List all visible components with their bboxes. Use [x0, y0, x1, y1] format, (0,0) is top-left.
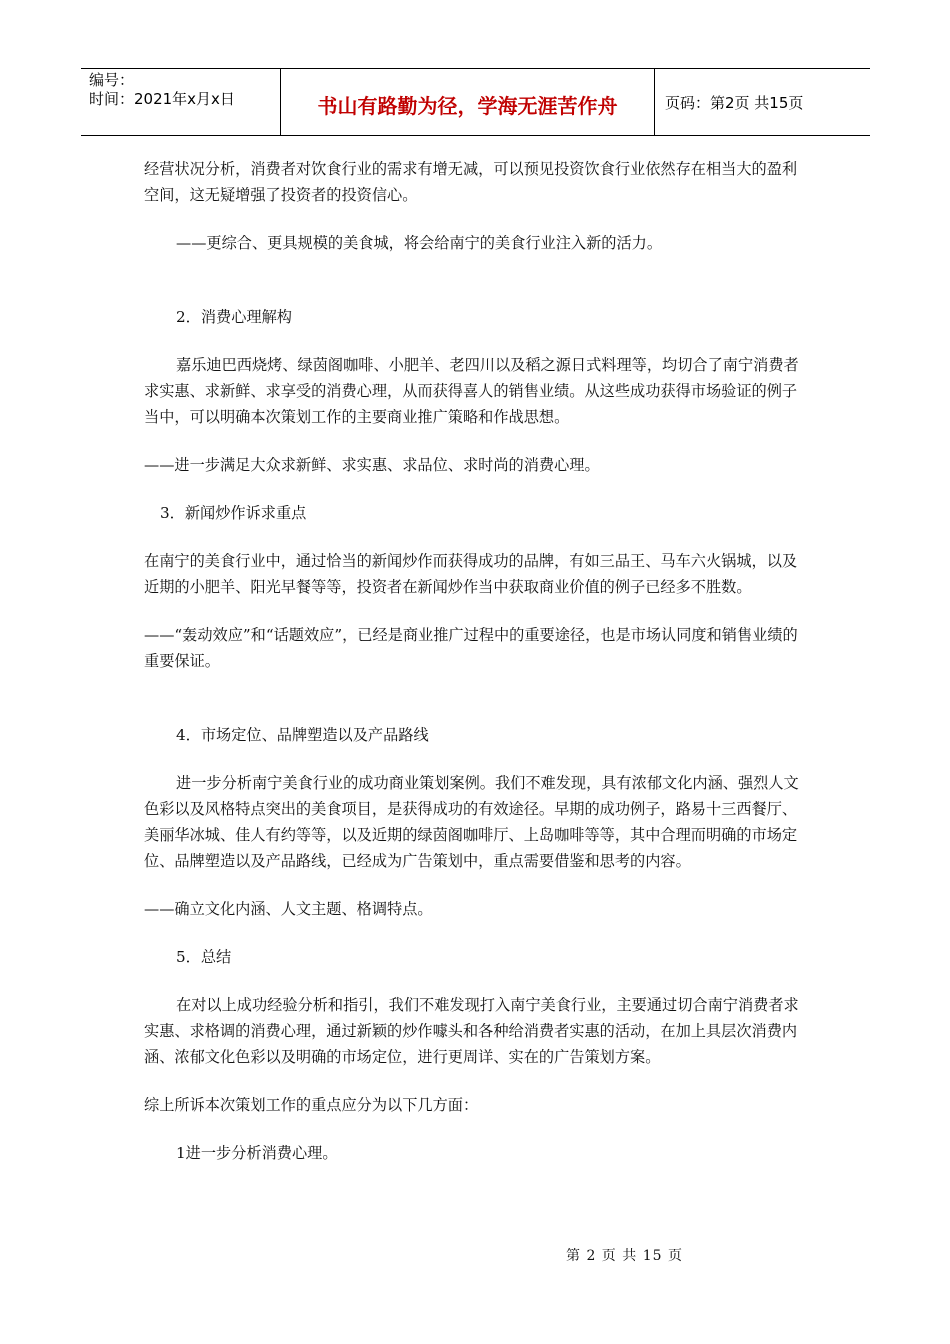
paragraph: 在南宁的美食行业中，通过恰当的新闻炒作而获得成功的品牌，有如三品王、马车六火锅城，以及近期的小肥羊、阳光早餐等等，投资者在新闻炒作当中获取商业价值的例子已经多不胜数。 [144, 552, 798, 596]
section-heading: 4．市场定位、品牌塑造以及产品路线 [176, 726, 429, 744]
section-heading: 5．总结 [176, 948, 232, 966]
paragraph: 进一步分析南宁美食行业的成功商业策划案例。我们不难发现，具有浓郁文化内涵、强烈人文色彩以及风格特点突出的美食项目，是获得成功的有效途径。早期的成功例子，路易十三西餐厅、美丽华冰城、佳人有约等等，以及近期的绿茵阁咖啡厅、上岛咖啡等等，其中合理而明确的市场定位、品牌塑造以及产品路线，已经成为广告策划中，重点需要借鉴和思考的内容。 [144, 774, 799, 870]
paragraph: ——进一步满足大众求新鲜、求实惠、求品位、求时尚的消费心理。 [144, 456, 600, 474]
paragraph: ——确立文化内涵、人文主题、格调特点。 [144, 900, 433, 918]
section-heading: 2．消费心理解构 [176, 308, 292, 326]
section-heading: 3．新闻炒作诉求重点 [160, 504, 307, 522]
header-page-number: 页码：第2页 共15页 [665, 93, 804, 112]
page-header [81, 68, 870, 136]
paragraph: ——更综合、更具规模的美食城，将会给南宁的美食行业注入新的活力。 [176, 234, 662, 252]
document-body [144, 156, 804, 1166]
list-item: 1进一步分析消费心理。 [176, 1144, 338, 1162]
paragraph: 嘉乐迪巴西烧烤、绿茵阁咖啡、小肥羊、老四川以及稻之源日式料理等，均切合了南宁消费者求实惠、求新鲜、求享受的消费心理，从而获得喜人的销售业绩。从这些成功获得市场验证的例子当中，可以明确本次策划工作的主要商业推广策略和作战思想。 [144, 356, 799, 426]
header-meta-cell [81, 69, 281, 135]
paragraph: ——“轰动效应”和“话题效应”，已经是商业推广过程中的重要途径，也是市场认同度和销售业绩的重要保证。 [144, 626, 798, 670]
header-motto: 书山有路勤为径，学海无涯苦作舟 [281, 69, 655, 135]
paragraph: 经营状况分析，消费者对饮食行业的需求有增无减，可以预见投资饮食行业依然存在相当大的盈利空间，这无疑增强了投资者的投资信心。 [144, 160, 798, 204]
document-time-label: 时间：2021年x月x日 [89, 90, 235, 108]
paragraph: 在对以上成功经验分析和指引，我们不难发现打入南宁美食行业，主要通过切合南宁消费者求实惠、求格调的消费心理，通过新颖的炒作噱头和各种给消费者实惠的活动，在加上具层次消费内涵、浓郁文化色彩以及明确的市场定位，进行更周详、实在的广告策划方案。 [144, 996, 799, 1066]
document-number-label: 编号： [89, 71, 135, 89]
page-footer: 第 2 页 共 15 页 [566, 1248, 683, 1264]
paragraph: 综上所诉本次策划工作的重点应分为以下几方面： [144, 1096, 479, 1114]
